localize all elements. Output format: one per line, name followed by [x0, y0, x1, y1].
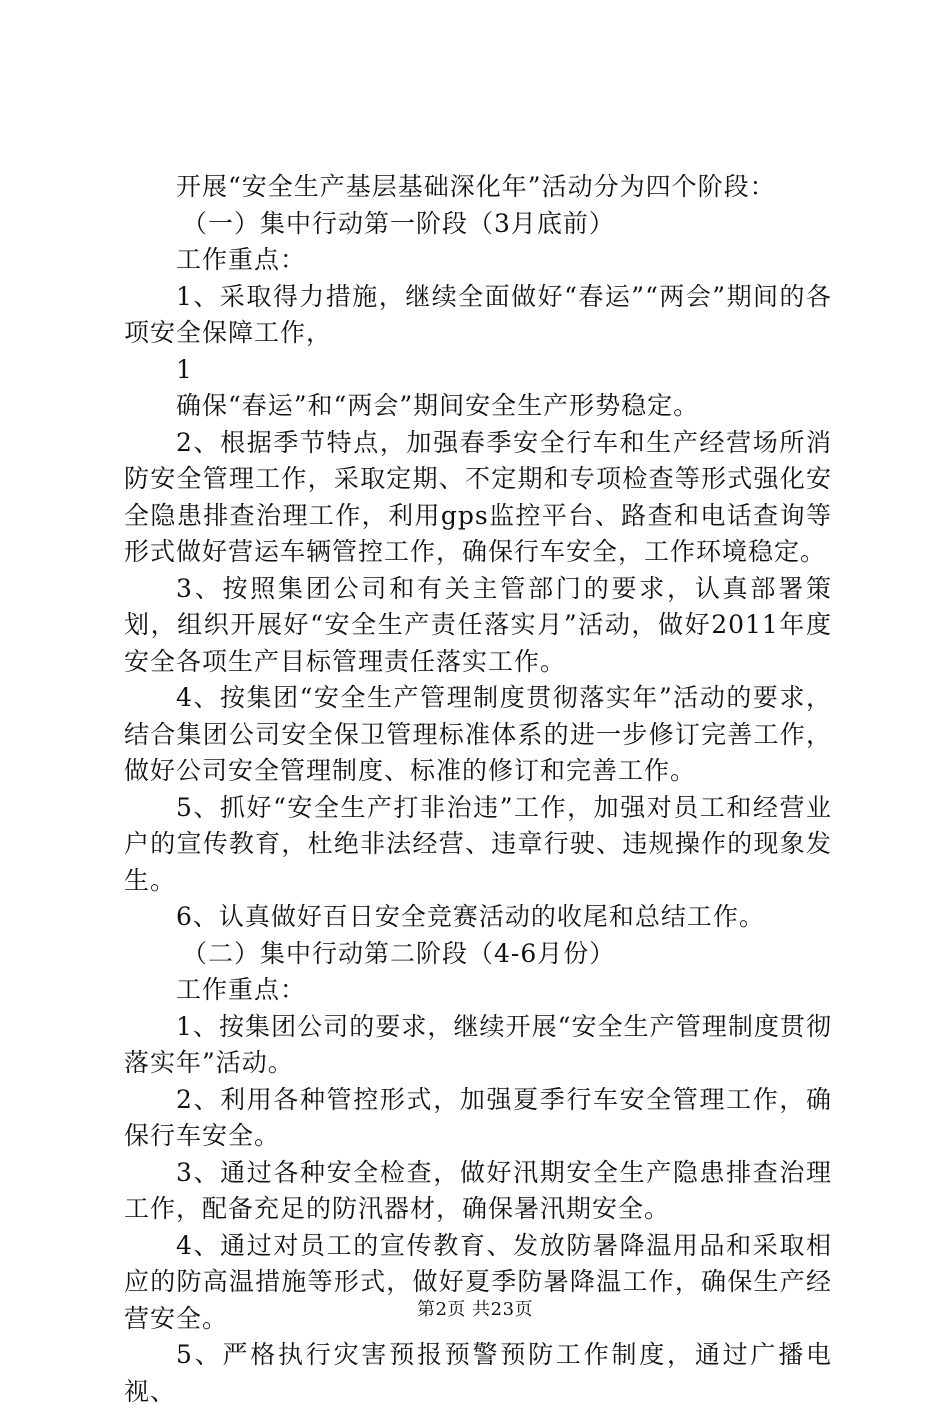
stray-number: 1 — [176, 354, 193, 384]
paragraph-item: 5、抓好“安全生产打非治违”工作，加强对员工和经营业户的宣传教育，杜绝非法经营、违章行驶、违规操作的现象发生。 — [124, 792, 832, 895]
paragraph-item: 2、利用各种管控形式，加强夏季行车安全管理工作，确保行车安全。 — [124, 1084, 832, 1150]
document-body — [124, 169, 832, 1410]
paragraph-item: 4、通过对员工的宣传教育、发放防暑降温用品和采取相应的防高温措施等形式，做好夏季防暑降温工作，确保生产经营安全。 — [124, 1230, 832, 1333]
paragraph-item: 3、通过各种安全检查，做好汛期安全生产隐患排查治理工作，配备充足的防汛器材，确保暑汛期安全。 — [124, 1157, 832, 1223]
paragraph-intro: 开展“安全生产基层基础深化年”活动分为四个阶段： — [176, 172, 776, 201]
section-heading-stage-2: （二）集中行动第二阶段（4-6月份） — [182, 938, 616, 968]
paragraph-item: 1、采取得力措施，继续全面做好“春运”“两会”期间的各项安全保障工作， — [124, 281, 832, 347]
paragraph-item: 5、严格执行灾害预报预警预防工作制度，通过广播电视、 — [124, 1340, 832, 1406]
section-heading-stage-1: （一）集中行动第一阶段（3月底前） — [182, 208, 615, 238]
work-focus-label: 工作重点： — [176, 975, 307, 1004]
page-number-label: 第2页 共23页 — [416, 1299, 534, 1320]
paragraph-item: 6、认真做好百日安全竞赛活动的收尾和总结工作。 — [176, 902, 765, 931]
paragraph-item: 2、根据季节特点，加强春季安全行车和生产经营场所消防安全管理工作，采取定期、不定期和专项检查等形式强化安全隐患排查治理工作，利用gps监控平台、路查和电话查询等形式做好营运车辆管控工作，确保行车安全，工作环境稳定。 — [124, 427, 832, 566]
paragraph-item: 1、按集团公司的要求，继续开展“安全生产管理制度贯彻落实年”活动。 — [124, 1011, 832, 1077]
paragraph-item: 3、按照集团公司和有关主管部门的要求，认真部署策划，组织开展好“安全生产责任落实月”活动，做好2011年度安全各项生产目标管理责任落实工作。 — [124, 573, 832, 676]
paragraph-item: 4、按集团“安全生产管理制度贯彻落实年”活动的要求，结合集团公司安全保卫管理标准体系的进一步修订完善工作，做好公司安全管理制度、标准的修订和完善工作。 — [124, 683, 832, 785]
work-focus-label: 工作重点： — [176, 245, 307, 274]
paragraph-continuation: 确保“春运”和“两会”期间安全生产形势稳定。 — [176, 391, 700, 420]
page-footer — [0, 1298, 950, 1322]
